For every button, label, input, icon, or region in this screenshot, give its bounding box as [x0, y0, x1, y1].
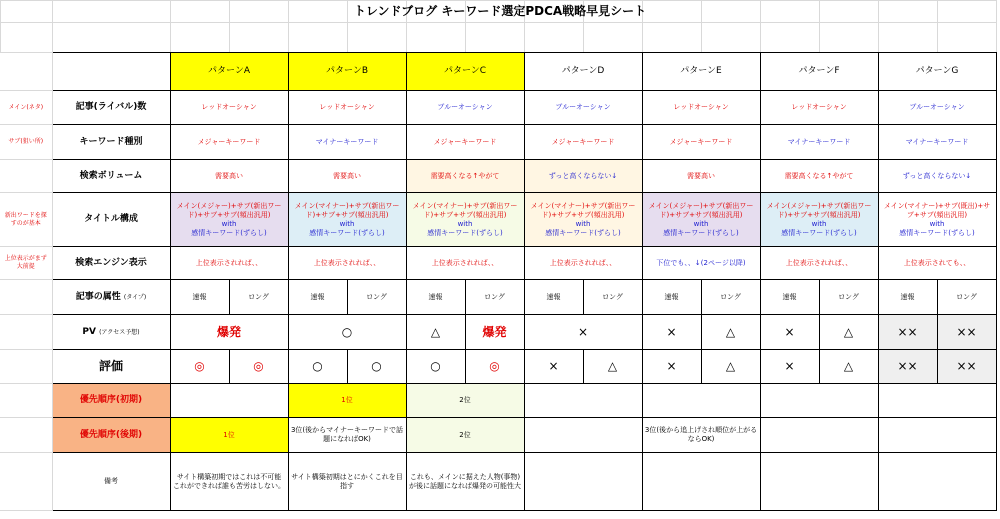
priority-later-row: [0, 418, 996, 453]
side-cell: [0, 384, 52, 418]
title-main-e: メイン(メジャー)+サブ(新出ワード)+サブ+サブ(頻出汎用): [648, 201, 754, 219]
attribute-label: 記事の属性: [75, 291, 121, 302]
articles-g[interactable]: ブルーオーシャン: [878, 91, 996, 125]
pattern-g-header[interactable]: パターンG: [878, 53, 996, 91]
side-cell: [0, 350, 52, 384]
title-main-g: メイン(マイナー)+サブ(既出)+サブ+サブ(頻出汎用): [883, 201, 991, 219]
title-structure-e[interactable]: [642, 193, 760, 247]
title-structure-row: [0, 193, 996, 247]
header-row: [0, 53, 996, 91]
notes-e[interactable]: [642, 453, 760, 511]
pv-e-long[interactable]: △: [701, 315, 760, 350]
pattern-b-header[interactable]: パターンB: [288, 53, 406, 91]
side-cell: [0, 280, 52, 315]
rating-g-long[interactable]: ××: [937, 350, 996, 384]
priority-later-c[interactable]: 2位: [406, 418, 524, 453]
rating-a-long[interactable]: ◎: [229, 350, 288, 384]
rating-g-quick[interactable]: ××: [878, 350, 937, 384]
pattern-e-header[interactable]: パターンE: [642, 53, 760, 91]
attribute-sublabel: (タイプ): [123, 293, 147, 301]
articles-e[interactable]: レッドオーシャン: [642, 91, 760, 125]
priority-later-g[interactable]: [878, 418, 996, 453]
pv-f-quick[interactable]: ×: [760, 315, 819, 350]
priority-later-a[interactable]: 1位: [170, 418, 288, 453]
attribute-row: [0, 280, 996, 315]
articles-f[interactable]: レッドオーシャン: [760, 91, 878, 125]
title-with-e: with: [693, 219, 709, 228]
row-label-volume: 検索ボリューム: [52, 160, 170, 193]
title-main-d: メイン(マイナー)+サブ(新出ワード)+サブ+サブ(頻出汎用): [530, 201, 636, 219]
priority-later-f[interactable]: [760, 418, 878, 453]
row-label-pv: [52, 315, 170, 350]
side-note-sub: サブ(狙い所): [0, 125, 52, 160]
notes-b[interactable]: サイト構築初期はとにかくこれを目指す: [288, 453, 406, 511]
title-structure-f[interactable]: [760, 193, 878, 247]
keyword-type-b[interactable]: マイナーキーワード: [288, 125, 406, 160]
row-label-articles: 記事(ライバル)数: [52, 91, 170, 125]
priority-later-d[interactable]: [524, 418, 642, 453]
pattern-c-header[interactable]: パターンC: [406, 53, 524, 91]
volume-e[interactable]: 需要高い: [642, 160, 760, 193]
search-engine-c[interactable]: 上位表示されれば、、: [406, 247, 524, 280]
title-with-g: with: [929, 219, 945, 228]
pv-c-long[interactable]: 爆発: [465, 315, 524, 350]
attr-g-long[interactable]: ロング: [937, 280, 996, 315]
attr-a-quick[interactable]: 速報: [170, 280, 229, 315]
rating-row: [0, 350, 996, 384]
keyword-type-row: [0, 125, 996, 160]
rating-e-quick[interactable]: ×: [642, 350, 701, 384]
rating-e-long[interactable]: △: [701, 350, 760, 384]
priority-later-b[interactable]: 3位(後からマイナーキーワードで話題になればOK): [288, 418, 406, 453]
search-engine-b[interactable]: 上位表示されれば、、: [288, 247, 406, 280]
title-emo-e: 感情キーワード(ずらし): [663, 228, 739, 237]
rating-f-quick[interactable]: ×: [760, 350, 819, 384]
rating-d-long[interactable]: △: [583, 350, 642, 384]
priority-initial-e[interactable]: [642, 384, 760, 418]
side-cell: [0, 418, 52, 453]
pv-sublabel: (アクセス予想): [99, 328, 140, 336]
priority-initial-d[interactable]: [524, 384, 642, 418]
sheet-title: トレンドブログ キーワード選定PDCA戦略早見シート: [353, 4, 647, 18]
title-structure-c[interactable]: [406, 193, 524, 247]
side-cell: [0, 315, 52, 350]
side-cell: [0, 53, 52, 91]
search-engine-g[interactable]: 上位表示されても、、: [878, 247, 996, 280]
row-label-notes: 備考: [52, 453, 170, 511]
title-emo-g: 感情キーワード(ずらし): [899, 228, 975, 237]
side-note-new-word: 新出ワードを探すのが基本: [0, 193, 52, 247]
title-emo-f: 感情キーワード(ずらし): [781, 228, 857, 237]
rating-b-long[interactable]: ○: [347, 350, 406, 384]
side-note-main: メイン(ネタ): [0, 91, 52, 125]
side-cell: [0, 453, 52, 511]
pv-e-quick[interactable]: ×: [642, 315, 701, 350]
title-main-b: メイン(マイナー)+サブ(新出ワード)+サブ+サブ(頻出汎用): [294, 201, 400, 219]
keyword-type-a[interactable]: メジャーキーワード: [170, 125, 288, 160]
priority-initial-b[interactable]: 1位: [288, 384, 406, 418]
notes-row: [0, 453, 996, 511]
title-emo-b: 感情キーワード(ずらし): [309, 228, 385, 237]
attr-e-long[interactable]: ロング: [701, 280, 760, 315]
keyword-type-f[interactable]: マイナーキーワード: [760, 125, 878, 160]
search-engine-f[interactable]: 上位表示されれば、、: [760, 247, 878, 280]
attr-b-quick[interactable]: 速報: [288, 280, 347, 315]
notes-d[interactable]: [524, 453, 642, 511]
priority-initial-a[interactable]: [170, 384, 288, 418]
priority-initial-row: [0, 384, 996, 418]
pv-row: [0, 315, 996, 350]
search-engine-row: [0, 247, 996, 280]
rating-b-quick[interactable]: ○: [288, 350, 347, 384]
row-label-rating: 評価: [52, 350, 170, 384]
side-cell: [0, 160, 52, 193]
keyword-type-c[interactable]: メジャーキーワード: [406, 125, 524, 160]
volume-b[interactable]: 需要高い: [288, 160, 406, 193]
pattern-f-header[interactable]: パターンF: [760, 53, 878, 91]
strategy-table: [0, 52, 997, 511]
title-emo-d: 感情キーワード(ずらし): [545, 228, 621, 237]
volume-row: [0, 160, 996, 193]
title-with-b: with: [339, 219, 355, 228]
articles-c[interactable]: ブルーオーシャン: [406, 91, 524, 125]
title-structure-d[interactable]: [524, 193, 642, 247]
volume-g[interactable]: ずっと高くならない↓: [878, 160, 996, 193]
attr-d-quick[interactable]: 速報: [524, 280, 583, 315]
volume-d[interactable]: ずっと高くならない↓: [524, 160, 642, 193]
articles-a[interactable]: レッドオーシャン: [170, 91, 288, 125]
row-label-title-structure: タイトル構成: [52, 193, 170, 247]
title-structure-b[interactable]: [288, 193, 406, 247]
search-engine-d[interactable]: 上位表示されれば、、: [524, 247, 642, 280]
articles-row: [0, 91, 996, 125]
side-note-top-display: 上位表示がまず大前提: [0, 247, 52, 280]
pv-g-long[interactable]: ××: [937, 315, 996, 350]
notes-g[interactable]: [878, 453, 996, 511]
priority-initial-f[interactable]: [760, 384, 878, 418]
search-engine-a[interactable]: 上位表示されれば、、: [170, 247, 288, 280]
pv-d[interactable]: ×: [524, 315, 642, 350]
rating-c-quick[interactable]: ○: [406, 350, 465, 384]
row-label-priority-initial: 優先順序(初期): [52, 384, 170, 418]
attr-d-long[interactable]: ロング: [583, 280, 642, 315]
search-engine-e[interactable]: 下位でも、、↓(2ページ以降): [642, 247, 760, 280]
priority-later-e[interactable]: 3位(後から追上げされ順位が上がるならOK): [642, 418, 760, 453]
pattern-a-header[interactable]: パターンA: [170, 53, 288, 91]
row-label-search-engine: 検索エンジン表示: [52, 247, 170, 280]
corner-cell: [52, 53, 170, 91]
notes-c[interactable]: これも、メインに据えた人物(事物)が後に話題になれば爆発の可能性大: [406, 453, 524, 511]
title-main-a: メイン(メジャー)+サブ(新出ワード)+サブ+サブ(頻出汎用): [176, 201, 282, 219]
row-label-attribute: [52, 280, 170, 315]
priority-initial-g[interactable]: [878, 384, 996, 418]
notes-a[interactable]: サイト構築初期ではこれは不可能 これができれば誰も苦労はしない。: [170, 453, 288, 511]
rating-d-quick[interactable]: ×: [524, 350, 583, 384]
pv-c-quick[interactable]: △: [406, 315, 465, 350]
pv-label: PV: [82, 326, 96, 337]
title-with-f: with: [811, 219, 827, 228]
row-label-priority-later: 優先順序(後期): [52, 418, 170, 453]
rating-c-long[interactable]: ◎: [465, 350, 524, 384]
keyword-type-e[interactable]: メジャーキーワード: [642, 125, 760, 160]
attr-b-long[interactable]: ロング: [347, 280, 406, 315]
title-main-f: メイン(メジャー)+サブ(新出ワード)+サブ+サブ(頻出汎用): [766, 201, 872, 219]
pv-b[interactable]: ○: [288, 315, 406, 350]
pv-g-quick[interactable]: ××: [878, 315, 937, 350]
attr-c-quick[interactable]: 速報: [406, 280, 465, 315]
pv-a[interactable]: 爆発: [170, 315, 288, 350]
pattern-d-header[interactable]: パターンD: [524, 53, 642, 91]
title-emo-c: 感情キーワード(ずらし): [427, 228, 503, 237]
articles-b[interactable]: レッドオーシャン: [288, 91, 406, 125]
priority-initial-c[interactable]: 2位: [406, 384, 524, 418]
attr-f-long[interactable]: ロング: [819, 280, 878, 315]
title-structure-g[interactable]: [878, 193, 996, 247]
title-with-a: with: [221, 219, 237, 228]
keyword-type-g[interactable]: マイナーキーワード: [878, 125, 996, 160]
articles-d[interactable]: ブルーオーシャン: [524, 91, 642, 125]
title-with-d: with: [575, 219, 591, 228]
row-label-keyword-type: キーワード種別: [52, 125, 170, 160]
attr-g-quick[interactable]: 速報: [878, 280, 937, 315]
title-with-c: with: [457, 219, 473, 228]
rating-f-long[interactable]: △: [819, 350, 878, 384]
volume-a[interactable]: 需要高い: [170, 160, 288, 193]
notes-f[interactable]: [760, 453, 878, 511]
volume-c[interactable]: 需要高くなる↑やがて: [406, 160, 524, 193]
title-main-c: メイン(マイナー)+サブ(新出ワード)+サブ+サブ(頻出汎用): [412, 201, 518, 219]
rating-a-quick[interactable]: ◎: [170, 350, 229, 384]
pv-f-long[interactable]: △: [819, 315, 878, 350]
volume-f[interactable]: 需要高くなる↑やがて: [760, 160, 878, 193]
attr-a-long[interactable]: ロング: [229, 280, 288, 315]
title-emo-a: 感情キーワード(ずらし): [191, 228, 267, 237]
attr-f-quick[interactable]: 速報: [760, 280, 819, 315]
title-structure-a[interactable]: [170, 193, 288, 247]
attr-e-quick[interactable]: 速報: [642, 280, 701, 315]
keyword-type-d[interactable]: メジャーキーワード: [524, 125, 642, 160]
attr-c-long[interactable]: ロング: [465, 280, 524, 315]
